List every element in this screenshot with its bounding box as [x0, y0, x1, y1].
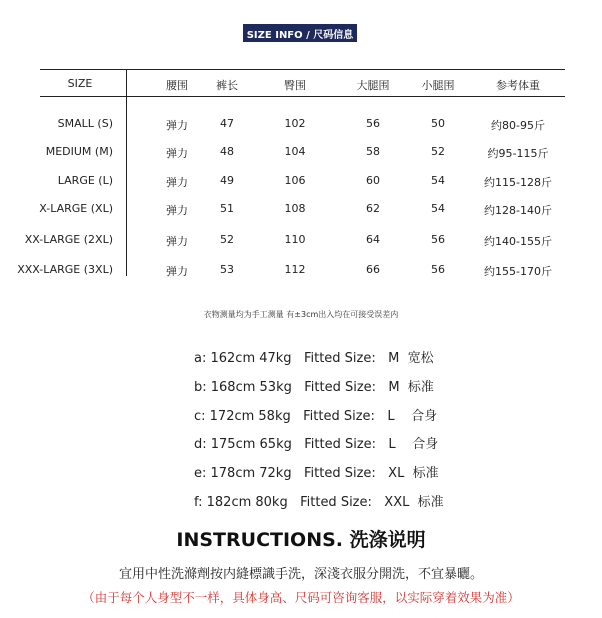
cell-hip: 112: [284, 263, 306, 276]
cell-size: SMALL (S): [57, 117, 113, 130]
instructions-title: INSTRUCTIONS. 洗涤说明: [176, 529, 426, 551]
cell-calf: 54: [431, 202, 445, 215]
header-weight: 参考体重: [496, 79, 540, 92]
cell-waist: 弹力: [166, 265, 188, 278]
fitting-item: b: 168cm 53kg Fitted Size: M 标准: [194, 380, 434, 395]
table-column-divider: [126, 70, 127, 276]
header-hip: 臀围: [284, 79, 306, 92]
fitting-item: c: 172cm 58kg Fitted Size: L 合身: [194, 409, 438, 424]
header-calf: 小腿围: [421, 79, 455, 92]
header-thigh: 大腿围: [356, 79, 390, 92]
header-waist: 腰围: [166, 79, 188, 92]
cell-length: 48: [220, 145, 234, 158]
cell-length: 53: [220, 263, 234, 276]
cell-calf: 50: [431, 117, 445, 130]
cell-waist: 弹力: [166, 119, 188, 132]
size-info-title: SIZE INFO / 尺码信息: [243, 24, 357, 42]
cell-weight: 约80-95斤: [491, 119, 545, 132]
cell-hip: 110: [284, 233, 306, 246]
fitting-item: a: 162cm 47kg Fitted Size: M 宽松: [194, 351, 434, 366]
cell-waist: 弹力: [166, 204, 188, 217]
cell-length: 52: [220, 233, 234, 246]
cell-calf: 52: [431, 145, 445, 158]
cell-calf: 56: [431, 263, 445, 276]
cell-hip: 104: [284, 145, 306, 158]
cell-weight: 约155-170斤: [484, 265, 552, 278]
cell-size: LARGE (L): [57, 174, 113, 187]
fitting-item: f: 182cm 80kg Fitted Size: XXL 标准: [194, 495, 444, 510]
cell-calf: 56: [431, 233, 445, 246]
cell-weight: 约140-155斤: [484, 235, 552, 248]
measurement-note: 衣物测量均为手工测量 有±3cm出入均在可接受误差内: [203, 310, 399, 319]
cell-waist: 弹力: [166, 235, 188, 248]
cell-hip: 108: [284, 202, 306, 215]
size-disclaimer: （由于每个人身型不一样，具体身高、尺码可咨询客服，以实际穿着效果为准）: [82, 590, 520, 605]
cell-hip: 106: [284, 174, 306, 187]
cell-waist: 弹力: [166, 147, 188, 160]
cell-thigh: 56: [366, 117, 380, 130]
cell-waist: 弹力: [166, 176, 188, 189]
cell-size: MEDIUM (M): [45, 145, 113, 158]
cell-weight: 约115-128斤: [484, 176, 552, 189]
table-header-rule: [40, 96, 565, 97]
fitting-item: e: 178cm 72kg Fitted Size: XL 标准: [194, 466, 439, 481]
cell-thigh: 64: [366, 233, 380, 246]
cell-size: XX-LARGE (2XL): [24, 233, 113, 246]
cell-weight: 约95-115斤: [487, 147, 549, 160]
fitting-item: d: 175cm 65kg Fitted Size: L 合身: [194, 437, 439, 452]
header-size: SIZE: [67, 77, 93, 90]
cell-size: X-LARGE (XL): [39, 202, 113, 215]
cell-weight: 约128-140斤: [484, 204, 552, 217]
cell-thigh: 62: [366, 202, 380, 215]
cell-thigh: 58: [366, 145, 380, 158]
cell-size: XXX-LARGE (3XL): [17, 263, 113, 276]
cell-length: 47: [220, 117, 234, 130]
cell-calf: 54: [431, 174, 445, 187]
cell-length: 49: [220, 174, 234, 187]
cell-thigh: 66: [366, 263, 380, 276]
table-top-rule: [40, 69, 565, 70]
cell-length: 51: [220, 202, 234, 215]
cell-thigh: 60: [366, 174, 380, 187]
header-length: 裤长: [216, 79, 238, 92]
cell-hip: 102: [284, 117, 306, 130]
wash-instructions: 宜用中性洗滌劑按内縫標識手洗，深淺衣服分開洗，不宜暴曬。: [118, 567, 484, 582]
